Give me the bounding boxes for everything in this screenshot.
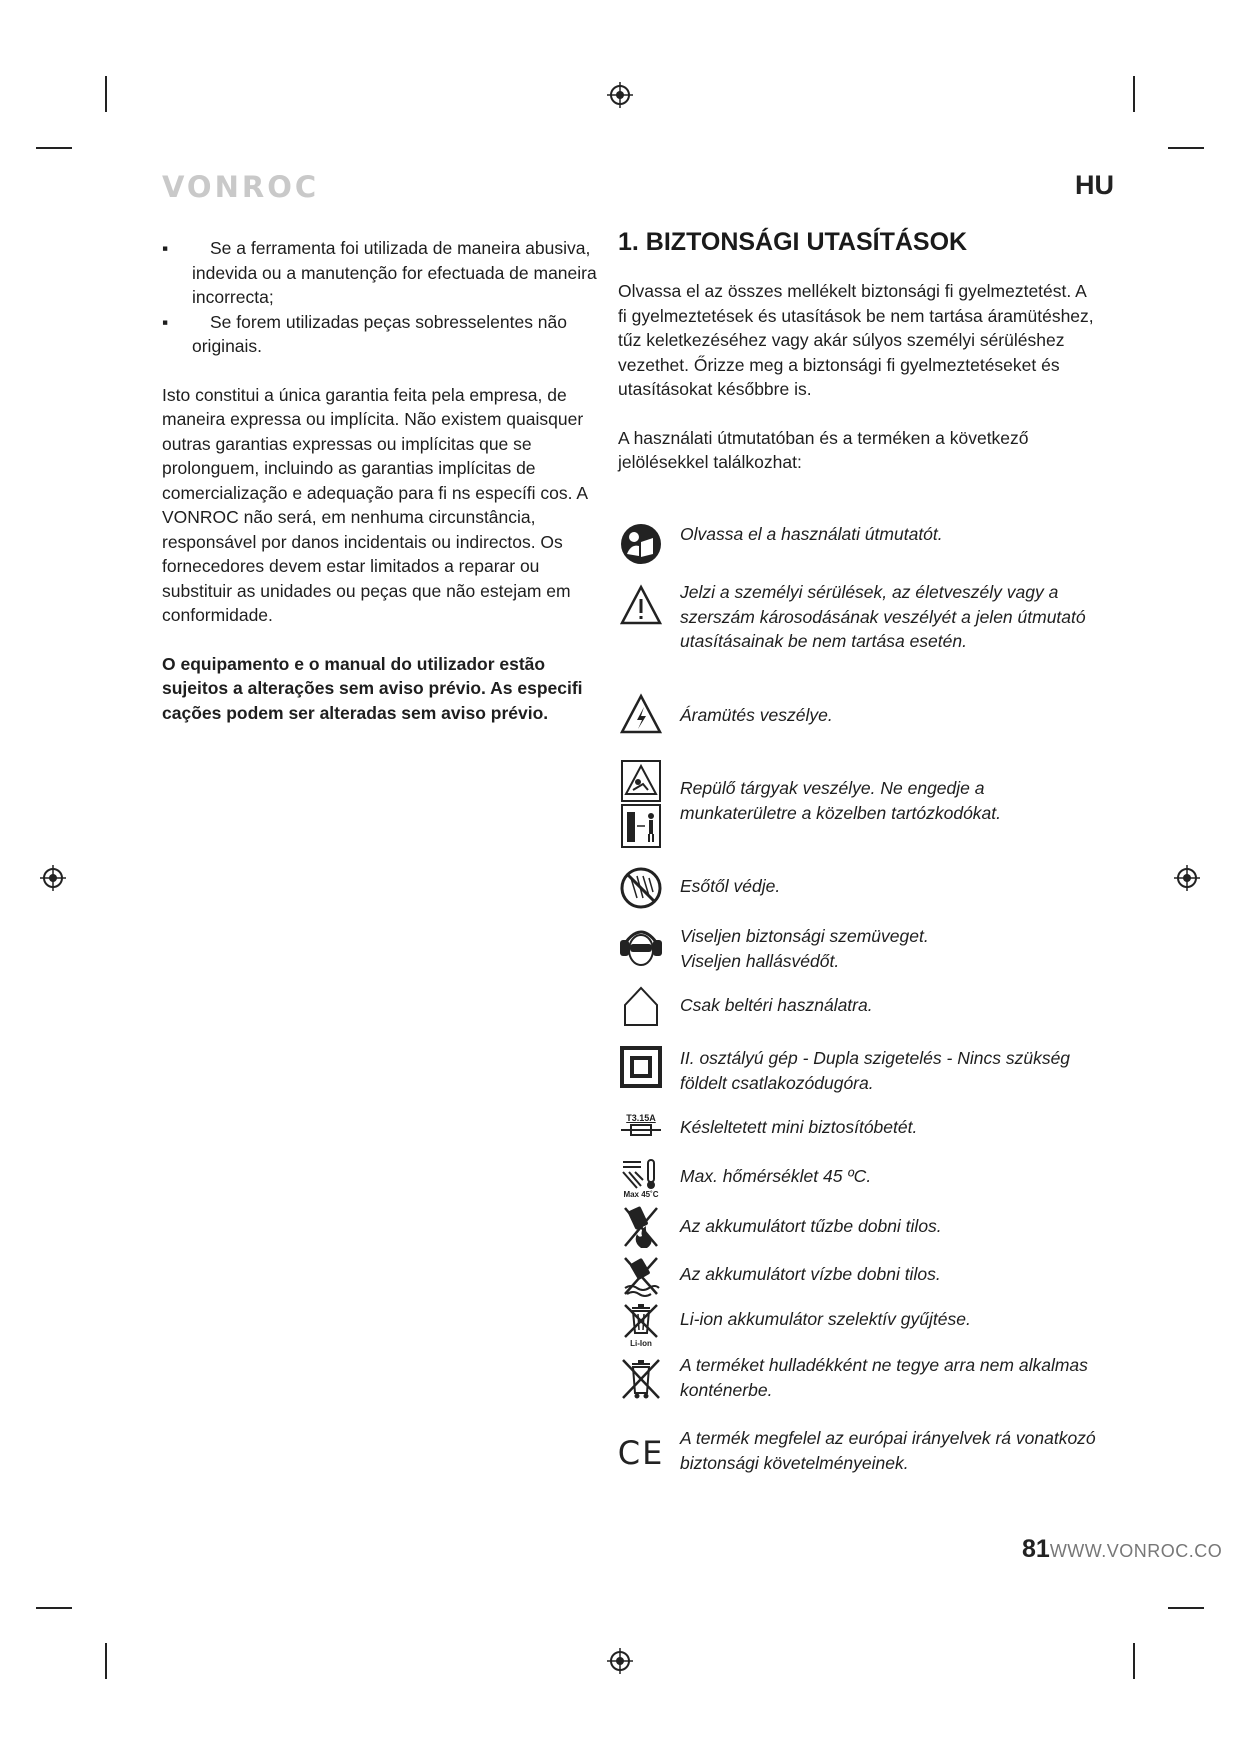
- footer-url: WWW.VONROC.CO: [1049, 1541, 1223, 1561]
- symbol-description: Olvassa el a használati útmutatót.: [680, 524, 943, 544]
- no-fire-icon: [621, 1204, 661, 1250]
- bullet-icon: ▪: [162, 311, 169, 332]
- language-code: HU: [1075, 170, 1114, 200]
- fuse-icon: [621, 1123, 661, 1137]
- symbol-row: [618, 1046, 1100, 1095]
- li-ion-label: Li-Ion: [630, 1339, 652, 1348]
- bullet-icon: ▪: [162, 238, 169, 258]
- max-temperature-icon: [621, 1158, 661, 1190]
- page-footer: [1022, 1535, 1222, 1564]
- crop-mark: [105, 76, 107, 112]
- symbol-row: [618, 924, 1100, 973]
- fuse-label: T3.15A: [626, 1113, 656, 1123]
- registration-mark-icon: [605, 80, 635, 110]
- goggles-earmuffs-icon: [618, 924, 664, 968]
- no-water-icon: [621, 1254, 661, 1298]
- registration-mark-icon: [1172, 863, 1202, 893]
- temperature-label: Max 45˚C: [623, 1190, 659, 1199]
- warranty-paragraph: Isto constitui a única garantia feita pela empresa, de maneira expressa ou implícita. Não existem quaisquer outras garantias expressas ou implícitas que se prolonguem, incluindo as garantias implícitas de comercialização e adequação para fi ns específi cos. A VONROC não será, em nenhuma circunstância, responsável por danos incidentais ou indirectos. Os fornecedores devem estar limitados a reparar ou substituir as unidades ou peças que não estejam em conformidade.: [162, 384, 588, 625]
- symbol-description: Esőtől védje.: [680, 876, 781, 896]
- warranty-section: [162, 236, 602, 725]
- section-heading: 1. BIZTONSÁGI UTASÍTÁSOK: [618, 228, 968, 256]
- crossed-bin-icon: [620, 1357, 662, 1401]
- safety-section: [618, 228, 1098, 475]
- registration-mark-icon: [38, 863, 68, 893]
- symbol-description: Li-ion akkumulátor szelektív gyűjtése.: [680, 1309, 971, 1329]
- symbol-row: [618, 580, 1100, 654]
- symbol-row: [618, 522, 1100, 566]
- indoor-use-icon: [621, 985, 661, 1027]
- safety-intro: Olvassa el az összes mellékelt biztonsági fi gyelmeztetést. A fi gyelmeztetések és utasítások be nem tartása áramütéshez, tűz keletkezéséhez vagy akár súlyos személyi sérüléshez vezethet. Őrizze meg a biztonsági fi gyelmeztetéseket és utasításokat későbbre is.: [618, 281, 1094, 399]
- symbol-row: [618, 1353, 1100, 1402]
- warning-icon: [619, 584, 663, 626]
- symbol-description: Max. hőmérséklet 45 ºC.: [680, 1166, 872, 1186]
- page-number: 81: [1022, 1535, 1050, 1563]
- symbol-description: A termék megfelel az európai irányelvek rá vonatkozó biztonsági követelményeinek.: [680, 1428, 1096, 1473]
- flying-objects-icon: [621, 760, 661, 848]
- ce-mark-icon: CE: [617, 1434, 665, 1472]
- crop-mark: [1133, 1643, 1135, 1679]
- symbol-description: Csak beltéri használatra.: [680, 995, 873, 1015]
- list-item: [162, 236, 602, 310]
- symbol-description: Késleltetett mini biztosítóbetét.: [680, 1117, 918, 1137]
- crop-mark: [1133, 76, 1135, 112]
- symbol-row: [618, 1158, 1100, 1199]
- crop-mark: [36, 147, 72, 149]
- symbol-row: [618, 985, 1100, 1027]
- change-notice: O equipamento e o manual do utilizador estão sujeitos a alterações sem aviso prévio. As especifi cações podem ser alteradas sem aviso prévio.: [162, 653, 583, 723]
- class-ii-icon: [620, 1046, 662, 1088]
- crop-mark: [105, 1643, 107, 1679]
- read-manual-icon: [619, 522, 663, 566]
- brand-logo: VONROC: [162, 170, 320, 204]
- crop-mark: [36, 1607, 72, 1609]
- symbol-row: [618, 760, 1100, 848]
- symbol-row: [618, 1303, 1100, 1348]
- crop-mark: [1168, 1607, 1204, 1609]
- symbol-row: [618, 1254, 1100, 1298]
- symbol-description: Viseljen biztonsági szemüveget. Viseljen hallásvédőt.: [680, 926, 929, 971]
- symbol-row: [618, 693, 1100, 735]
- electric-shock-icon: [619, 693, 663, 735]
- symbol-description: Jelzi a személyi sérülések, az életveszély vagy a szerszám károsodásának veszélyét a jelen útmutató utasításainak be nem tartása esetén.: [680, 582, 1086, 651]
- bullet-text: Se a ferramenta foi utilizada de maneira abusiva, indevida ou a manutenção for efectuada de maneira incorrecta;: [192, 238, 597, 307]
- symbol-description: Áramütés veszélye.: [680, 705, 833, 725]
- symbol-description: Repülő tárgyak veszélye. Ne engedje a munkaterületre a közelben tartózkodókat.: [680, 778, 1002, 823]
- symbol-row: [618, 1426, 1100, 1475]
- symbol-description: A terméket hulladékként ne tegye arra nem alkalmas konténerbe.: [680, 1355, 1088, 1400]
- bullet-text: Se forem utilizadas peças sobresselentes não originais.: [192, 311, 568, 356]
- li-ion-recycle-icon: [621, 1303, 661, 1339]
- list-item: [162, 310, 602, 359]
- registration-mark-icon: [605, 1646, 635, 1676]
- symbols-intro: A használati útmutatóban és a terméken a következő jelölésekkel találkozhat:: [618, 427, 1029, 472]
- symbol-description: Az akkumulátort tűzbe dobni tilos.: [680, 1216, 942, 1236]
- symbol-description: II. osztályú gép - Dupla szigetelés - Nincs szükség földelt csatlakozódugóra.: [680, 1048, 1071, 1093]
- symbol-row: [618, 1113, 1100, 1140]
- rain-protect-icon: [619, 866, 663, 910]
- symbol-row: [618, 1204, 1100, 1250]
- symbol-row: [618, 866, 1100, 910]
- crop-mark: [1168, 147, 1204, 149]
- symbol-description: Az akkumulátort vízbe dobni tilos.: [680, 1264, 941, 1284]
